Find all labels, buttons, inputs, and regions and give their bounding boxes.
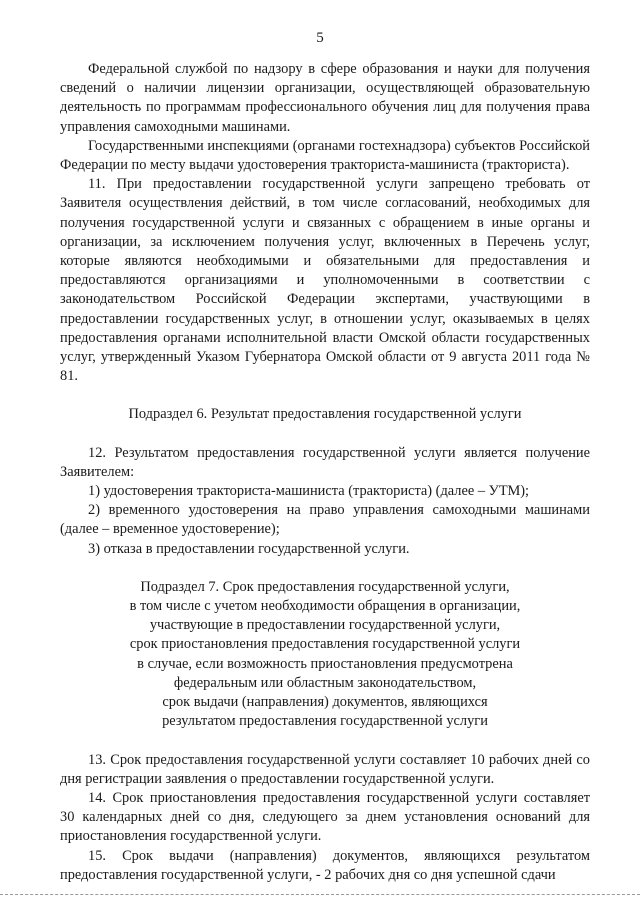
- paragraph-federal-service: Федеральной службой по надзору в сфере образования и науки для получения сведений о наличии лицензии организации, осуществляющей образовательную деятельность по программам профессионального обучения лиц для получения права управления самоходными машинами.: [60, 61, 590, 135]
- paragraph-13: 13. Срок предоставления государственной услуги составляет 10 рабочих дней со дня регистрации заявления о предоставлении государственной услуги.: [60, 751, 590, 787]
- paragraph-11: 11. При предоставлении государственной услуги запрещено требовать от Заявителя осуществления действий, в том числе согласований, необходимых для получения государственной услуги и связанных с обращением в иные органы и организации, за исключением получения услуг, включенных в Перечень услуг, которые являются необходимыми и обязательными для предоставления и предоставляются организациями и уполномоченными в соответствии с законодательством Российской Федерации экспертами, участвующими в предоставлении государственных услуг, в отношении услуг, оказываемых в целях предоставления органами исполнительной власти Омской области государственных услуг, утвержденный Указом Губернатора Омской области от 9 августа 2011 года № 81.: [60, 176, 590, 385]
- subsection-7-title-line: участвующие в предоставлении государственной услуги,: [149, 617, 501, 634]
- list-item-3: 3) отказа в предоставлении государственной услуги.: [88, 540, 410, 557]
- subsection-7-title-line: в том числе с учетом необходимости обращения в организации,: [129, 598, 521, 615]
- subsection-7-title-line: срок выдачи (направления) документов, являющихся: [162, 694, 488, 711]
- list-item-2: 2) временного удостоверения на право управления самоходными машинами (далее – временное удостоверение);: [60, 502, 590, 538]
- paragraph-gostekhnadzor: Государственными инспекциями (органами гостехнадзора) субъектов Российской Федерации по месту выдачи удостоверения тракториста-машиниста (тракториста).: [60, 137, 590, 174]
- list-item-1: 1) удостоверения тракториста-машиниста (тракториста) (далее – УТМ);: [88, 483, 530, 500]
- subsection-7-title: [60, 578, 590, 732]
- subsection-7-title-line: срок приостановления предоставления государственной услуги: [129, 636, 521, 653]
- page-number: 5: [316, 30, 324, 46]
- paragraph-15: 15. Срок выдачи (направления) документов, являющихся результатом предоставления государственной услуги, - 2 рабочих дня со дня успешной сдачи: [60, 847, 590, 883]
- paragraph-12-lead: 12. Результатом предоставления государственной услуги является получение Заявителем:: [60, 444, 590, 480]
- scan-edge-divider: [0, 894, 640, 895]
- subsection-7-title-line: результатом предоставления государственной услуги: [162, 713, 488, 730]
- subsection-6-title: Подраздел 6. Результат предоставления государственной услуги: [128, 406, 522, 423]
- paragraph-14: 14. Срок приостановления предоставления государственной услуги составляет 30 календарных дней со дня, следующего за днем установления оснований для приостановления государственной услуги.: [60, 789, 590, 845]
- subsection-7-title-line: в случае, если возможность приостановления предусмотрена: [137, 655, 513, 672]
- subsection-7-title-line: Подраздел 7. Срок предоставления государственной услуги,: [140, 578, 510, 595]
- subsection-7-title-line: федеральным или областным законодательством,: [173, 674, 477, 691]
- document-body: [60, 60, 590, 885]
